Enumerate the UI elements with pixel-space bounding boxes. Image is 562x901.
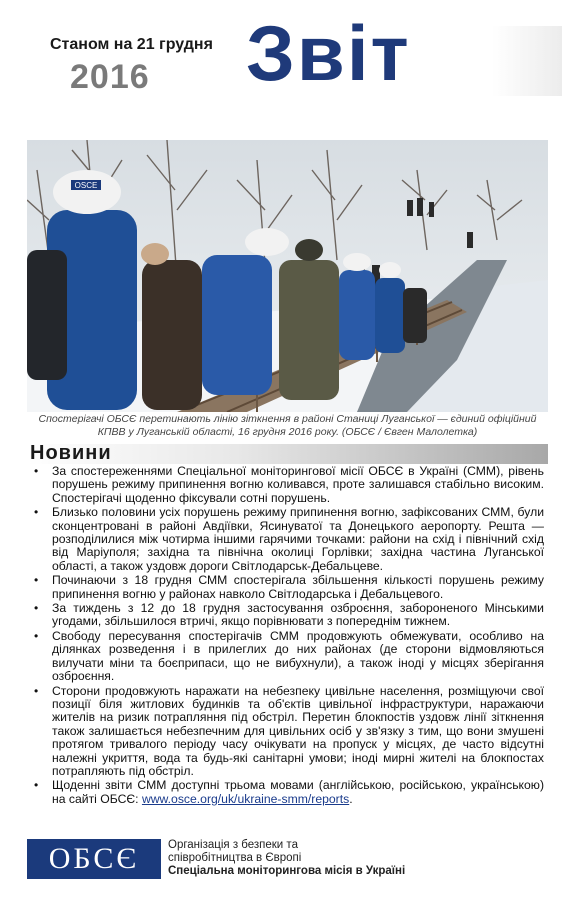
news-list xyxy=(30,465,544,807)
news-item: • За спостереженнями Спеціальної моніторингової місії ОБСЄ в Україні (СММ), рівень порушень режиму припинення вогню коливався, проте залишався стабільно високим. Спостерігачі щоденно фіксували сотні порушень. xyxy=(34,464,544,505)
osce-logo: ОБСЄ xyxy=(27,839,161,879)
news-item: • Близько половини усіх порушень режиму припинення вогню, зафіксованих СММ, були сконцентровані в районі Авдіївки, Ясинуватої та Донецького аеропорту. Решта — розподілилися між чотирма іншими гарячими точками: райони на схід і північний схід від Маріуполя; західна та північна околиці Горлівки; західна частина Луганської області, а також уздовж дороги Світлодарськ-Дебальцеве. xyxy=(34,505,544,573)
report-title: Звіт xyxy=(246,9,411,97)
bullet-icon: • xyxy=(34,683,39,698)
footer xyxy=(27,839,548,883)
osce-monitors-crossing-photo xyxy=(27,140,548,412)
report-header xyxy=(0,0,562,140)
bullet-icon: • xyxy=(34,778,39,793)
bullet-icon: • xyxy=(34,464,39,478)
news-item: • Сторони продовжують наражати на небезпеку цивільне населення, розміщуючи свої позиції біля житлових будинків та об'єктів цивільної інфраструктури, наражаючи жителів на ризик потрапляння під обстріл. Перетин блокпостів уздовж лінії зіткнення також залишається небезпечним для цивільних осіб у зв'язку з тим, що вони змушені протягом тривалого періоду часу очікувати на пропуск у місцях, де часто відсутні належні укриття, вода та будь-які санітарні умови; іноді мирні жителі на блокпостах потрапляють під обстріл. xyxy=(34,683,544,778)
report-date-label: Станом на 21 грудня xyxy=(50,36,213,53)
report-year: 2016 xyxy=(70,58,150,96)
bullet-icon: • xyxy=(34,505,39,520)
news-item: • За тиждень з 12 до 18 грудня застосування озброєння, забороненого Мінськими угодами, збільшилося втричі, якщо порівнювати з попереднім тижнем. xyxy=(34,601,544,629)
reports-link[interactable]: www.osce.org/uk/ukraine-smm/reports xyxy=(141,791,350,806)
news-item: • Свободу пересування спостерігачів СММ продовжують обмежувати, особливо на ділянках розведення і в прилеглих до них районах (де сторони відмовляються вилучати міни та боєприпаси, що не вибухнули), а також іноді у місцях зберігання озброєння. xyxy=(34,628,544,684)
news-heading: Новини xyxy=(30,442,112,464)
bullet-icon: • xyxy=(34,628,39,643)
news-item-reports: • Щоденні звіти СММ доступні трьома мовами (англійською, російською, українською) на сайті ОБСЄ: www.osce.org/uk/ukraine-smm/reports. xyxy=(34,778,544,806)
photo-caption: Спостерігачі ОБСЄ перетинають лінію зіткнення в районі Станиці Луганської — єдиний офіційний КПВВ у Луганській області, 16 грудня 2016 року. (ОБСЄ / Євген Малолетка) xyxy=(38,413,537,438)
bullet-icon: • xyxy=(34,573,39,588)
news-item: • Починаючи з 18 грудня СММ спостерігала збільшення кількості порушень режиму припинення вогню у районах навколо Світлодарська і Дебальцевого. xyxy=(34,573,544,601)
organization-name: Організація з безпеки та співробітництва в Європі Спеціальна моніторингова місія в Україні xyxy=(168,839,406,877)
bullet-icon: • xyxy=(34,601,39,616)
helmet-label: OSCE xyxy=(74,181,98,190)
header-shade xyxy=(492,26,562,96)
